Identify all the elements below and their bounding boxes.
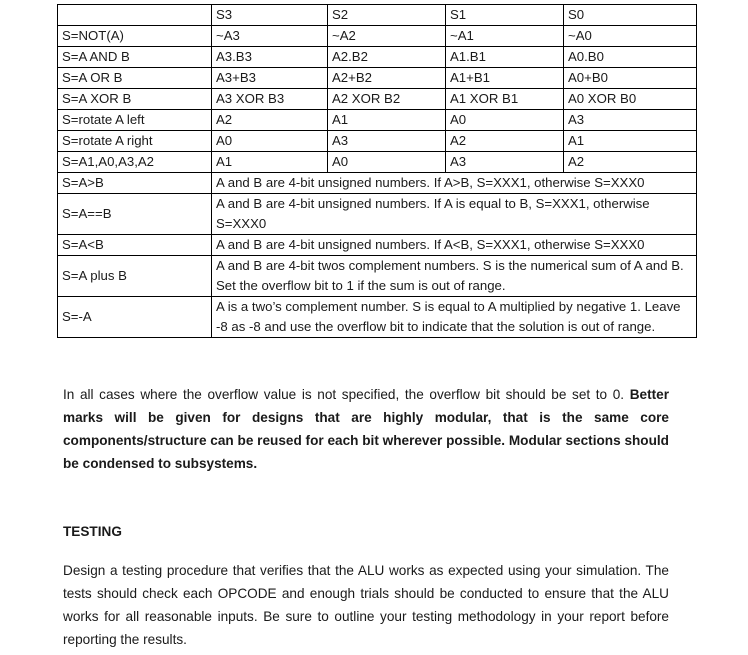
table-cell: A3 bbox=[446, 152, 564, 173]
table-cell: A3 bbox=[564, 110, 697, 131]
table-cell: ~A2 bbox=[328, 26, 446, 47]
table-cell: S0 bbox=[564, 5, 697, 26]
table-cell: S=A XOR B bbox=[58, 89, 212, 110]
table-cell: A0 XOR B0 bbox=[564, 89, 697, 110]
table-cell: A3 XOR B3 bbox=[212, 89, 328, 110]
table-cell: A3.B3 bbox=[212, 47, 328, 68]
table-description-cell: A and B are 4-bit twos complement numbers. S is the numerical sum of A and B. Set the overflow bit to 1 if the sum is out of range. bbox=[212, 256, 697, 297]
table-row bbox=[58, 131, 697, 152]
table-cell: A2+B2 bbox=[328, 68, 446, 89]
table-cell: A2 XOR B2 bbox=[328, 89, 446, 110]
table-description-cell: A and B are 4-bit unsigned numbers. If A>B, S=XXX1, otherwise S=XXX0 bbox=[212, 173, 697, 194]
testing-heading: TESTING bbox=[63, 524, 122, 539]
table-cell: ~A3 bbox=[212, 26, 328, 47]
table-cell: ~A0 bbox=[564, 26, 697, 47]
testing-paragraph: Design a testing procedure that verifies that the ALU works as expected using your simulation. The tests should check each OPCODE and enough trials should be conducted to ensure that the ALU works for all reasonable inputs. Be sure to outline your testing methodology in your report before reporting the results. bbox=[63, 563, 669, 647]
table-cell: S=NOT(A) bbox=[58, 26, 212, 47]
table-cell: S=A>B bbox=[58, 173, 212, 194]
table-cell: S=rotate A left bbox=[58, 110, 212, 131]
table-cell: A3 bbox=[328, 131, 446, 152]
table-cell: A2 bbox=[564, 152, 697, 173]
table-cell: A3+B3 bbox=[212, 68, 328, 89]
table-cell: ~A1 bbox=[446, 26, 564, 47]
table-row bbox=[58, 235, 697, 256]
table-cell: A0 bbox=[328, 152, 446, 173]
table-cell: A2 bbox=[446, 131, 564, 152]
table-description-cell: A and B are 4-bit unsigned numbers. If A is equal to B, S=XXX1, otherwise S=XXX0 bbox=[212, 194, 697, 235]
table-cell: S3 bbox=[212, 5, 328, 26]
table-cell: S2 bbox=[328, 5, 446, 26]
table-cell: S=A<B bbox=[58, 235, 212, 256]
table-row bbox=[58, 89, 697, 110]
table-cell: A0+B0 bbox=[564, 68, 697, 89]
table-cell: A0.B0 bbox=[564, 47, 697, 68]
table-description-cell: A and B are 4-bit unsigned numbers. If A<B, S=XXX1, otherwise S=XXX0 bbox=[212, 235, 697, 256]
table-cell: S=A==B bbox=[58, 194, 212, 235]
table-cell: A2.B2 bbox=[328, 47, 446, 68]
alu-operation-table bbox=[57, 4, 697, 338]
table-cell: S=A1,A0,A3,A2 bbox=[58, 152, 212, 173]
table-row bbox=[58, 47, 697, 68]
table-cell: A1 bbox=[212, 152, 328, 173]
table-row bbox=[58, 26, 697, 47]
table-cell: A1.B1 bbox=[446, 47, 564, 68]
table-row bbox=[58, 152, 697, 173]
table-cell: A2 bbox=[212, 110, 328, 131]
table-cell: A1+B1 bbox=[446, 68, 564, 89]
table-cell: S=A OR B bbox=[58, 68, 212, 89]
table-cell: A1 bbox=[328, 110, 446, 131]
table-cell: A1 XOR B1 bbox=[446, 89, 564, 110]
table-cell: A0 bbox=[212, 131, 328, 152]
table-row bbox=[58, 110, 697, 131]
table-description-cell: A is a two’s complement number. S is equal to A multiplied by negative 1. Leave -8 as -8 and use the overflow bit to indicate that the solution is out of range. bbox=[212, 297, 697, 338]
table-cell: A1 bbox=[564, 131, 697, 152]
table-cell bbox=[58, 5, 212, 26]
table-row bbox=[58, 194, 697, 235]
overflow-note-paragraph bbox=[63, 383, 669, 475]
table-row bbox=[58, 68, 697, 89]
table-cell: S=A AND B bbox=[58, 47, 212, 68]
table-cell: S=A plus B bbox=[58, 256, 212, 297]
table-row bbox=[58, 256, 697, 297]
table-row bbox=[58, 297, 697, 338]
table-cell: S1 bbox=[446, 5, 564, 26]
table-cell: S=-A bbox=[58, 297, 212, 338]
table-row bbox=[58, 173, 697, 194]
modularity-note-text: Better marks will be given for designs that are highly modular, that is the same core components/structure can be reused for each bit wherever possible. Modular sections should be condensed to subsystems. bbox=[63, 387, 669, 471]
table-cell: S=rotate A right bbox=[58, 131, 212, 152]
table-header-row bbox=[58, 5, 697, 26]
table-cell: A0 bbox=[446, 110, 564, 131]
overflow-note-text: In all cases where the overflow value is not specified, the overflow bit should be set to 0. bbox=[63, 387, 625, 402]
